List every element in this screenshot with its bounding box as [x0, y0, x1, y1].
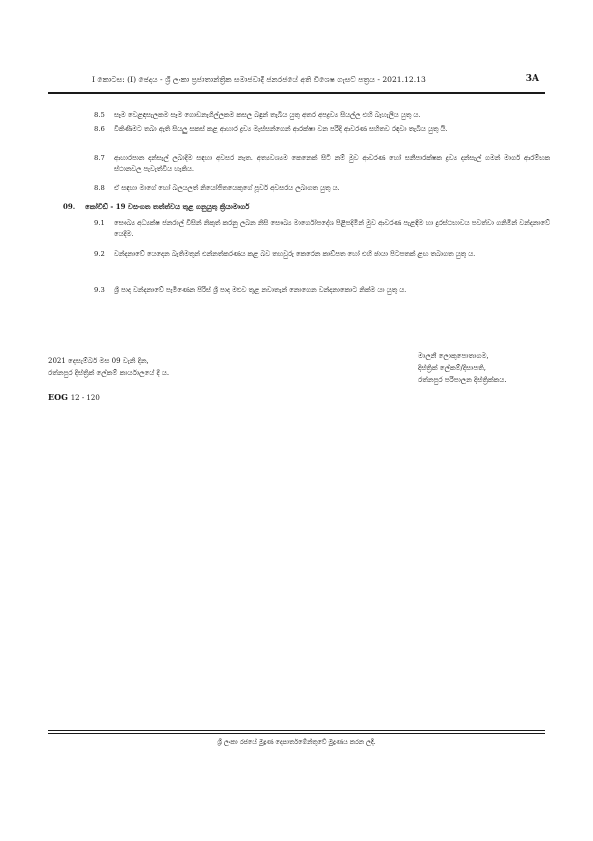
date-block	[48, 355, 169, 379]
eog-code: 12 - 120	[70, 394, 100, 402]
signatory-office: රත්නපුර පරිපාලන දිස්ත්‍රික්කය.	[418, 376, 507, 384]
header-rule	[48, 92, 545, 94]
section-title: කෝවිඩ් - 19 වසංගත තත්ත්වය තුළ ගනුයුතු ක්‍රියාමාර්ග	[85, 202, 250, 211]
item-text: ආහාරපාන දන්සැල් ලබාදීම සඳහා අවසර නැත. අත්‍යවශ්‍යම කෙනෙක් සිටි නම් මුව ආවරණ හෝ සනීපාරක්ෂක ද්‍රව්‍ය දන්සැල් ගමන් මාර්ග ආරම්භක ස්ථානවල පැවැත්විය හැකිය.	[114, 154, 550, 173]
item-text: සෞඛ්‍ය අධ්‍යක්ෂ ජනරාල් විසින් නිකුත් කරනු ලබන නිසි සෞඛ්‍ය මාර්ගෝපදේශ පිළිපදිමින් මුව ආවරණ පැළඳීම හා දුරස්ථභාවය පවත්වා ගනිමින් වන්දනාවේ යෙදීම.	[114, 219, 550, 238]
item-text: සෑම වෙළඳසැලකම සෑම ගොඩනැගිල්ලකම කසල බඳුන් තැබිය යුතු අතර අපද්‍රව්‍ය සියල්ල එහි බැහැලිය යුතු ය.	[114, 111, 421, 119]
page-header	[48, 74, 545, 86]
date-line: 2021 දෙසැම්බර් මස 09 වැනි දින,	[48, 357, 149, 365]
section-number: 09.	[63, 202, 76, 211]
item-text: විකිණීමට තබා ඇති සියලු සකස් කළ ආහාර ද්‍රව්‍ය මැස්සන්ගෙන් ආරක්ෂා වන පරිදි ආවරණ සහිතව රඳවා තැබිය යුතු යි.	[114, 125, 448, 133]
item-number: 9.2	[94, 250, 105, 258]
eog-prefix: EOG	[48, 392, 68, 402]
item-number: 8.5	[94, 111, 105, 119]
printer-footer: ශ්‍රී ලංකා රජයේ මුද්‍රණ දෙපාර්තමේන්තුවේ මුද්‍රණය කරන ලදී.	[217, 738, 376, 746]
item-text: වන්දනාවේ යෙදෙන බැතිමතුන් එන්නත්කරණය කළ බව තහවුරු කෙරෙන කාඩ්පත හෝ එහි ඡායා පිටපතක් ළඟ තබාගත යුතු ය.	[114, 250, 476, 258]
item-number: 8.8	[94, 184, 105, 192]
signature-block	[418, 350, 533, 386]
signatory-title: දිස්ත්‍රික් ලේකම්/දිසාපති,	[418, 364, 487, 372]
item-number: 9.3	[94, 286, 105, 294]
item-number: 9.1	[94, 219, 105, 227]
item-text: ශ්‍රී පාද වන්දනාවේ පැමිණෙන පිරිස් ශ්‍රී පාද මළුව තුළ නවාතැන් නොගෙන වන්දනාකොට නික්ම යා යුතු ය.	[114, 286, 407, 294]
footer-rule-thin	[48, 733, 545, 734]
item-text: ඒ සඳහා මාගේ හෝ බලයලත් නියෝජිතයෙකුගේ පූර්ව අවසරය ලබාගත යුතු ය.	[114, 184, 340, 192]
signatory-name: මාලනී ලොකුපොතාගම,	[418, 352, 489, 360]
item-number: 8.6	[94, 125, 105, 133]
item-number: 8.7	[94, 154, 105, 162]
eog-reference	[48, 392, 100, 402]
page-number: 3A	[525, 74, 539, 84]
gazette-header-text: I කොටස: (I) ඡෙදය - ශ්‍රී ලංකා ප්‍රජාතාන්ත්‍රික සමාජවාදී ජනරජයේ අති විශෙෂ ගැසට් පත්‍රය - 2021.12.13	[92, 75, 426, 84]
place-line: රත්නපුර දිස්ත්‍රික් ලේකම් කාර්යාලයේ දී ය.	[48, 369, 170, 377]
footer-rule	[48, 730, 545, 731]
